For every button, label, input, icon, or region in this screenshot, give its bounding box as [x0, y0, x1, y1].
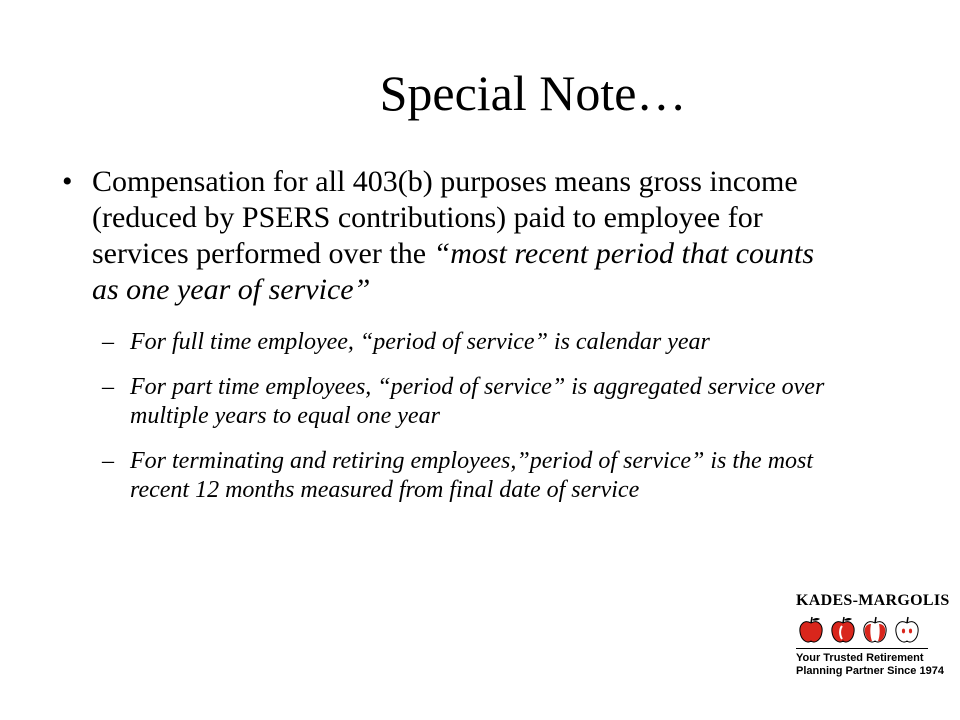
main-bullet [62, 164, 828, 308]
slide-title: Special Note… [379, 65, 687, 121]
sub-bullet-list [102, 328, 830, 521]
logo-tagline-1: Your Trusted Retirement [796, 652, 924, 664]
sub-bullet-text: For full time employee, “period of service” is calendar year [130, 329, 710, 355]
sub-bullet-marker: – [102, 329, 114, 355]
apple-icon [862, 616, 888, 644]
logo-tagline-2: Planning Partner Since 1974 [796, 665, 944, 677]
logo-divider [796, 648, 928, 649]
bullet-text-italic: “most recent period that counts as one year of service” [92, 237, 815, 306]
sub-bullet-item [102, 373, 830, 431]
apple-icon [830, 616, 856, 644]
logo-name: KADES-MARGOLIS [796, 592, 950, 609]
company-logo [796, 592, 950, 688]
sub-bullet-text: For terminating and retiring employees,”period of service” is the most recent 12 months measured from final date of service [130, 448, 814, 503]
apple-icon [798, 616, 824, 644]
sub-bullet-item [102, 328, 830, 357]
sub-bullet-item [102, 447, 830, 505]
sub-bullet-text: For part time employees, “period of service” is aggregated service over multiple years to equal one year [130, 374, 825, 429]
bullet-text-regular: Compensation for all 403(b) purposes means gross income (reduced by PSERS contributions) paid to employee for services performed over the [92, 165, 798, 270]
bullet-marker: • [62, 165, 73, 198]
sub-bullet-marker: – [102, 374, 114, 400]
sub-bullet-marker: – [102, 448, 114, 474]
apple-icon [894, 616, 920, 644]
apple-row [798, 616, 932, 644]
